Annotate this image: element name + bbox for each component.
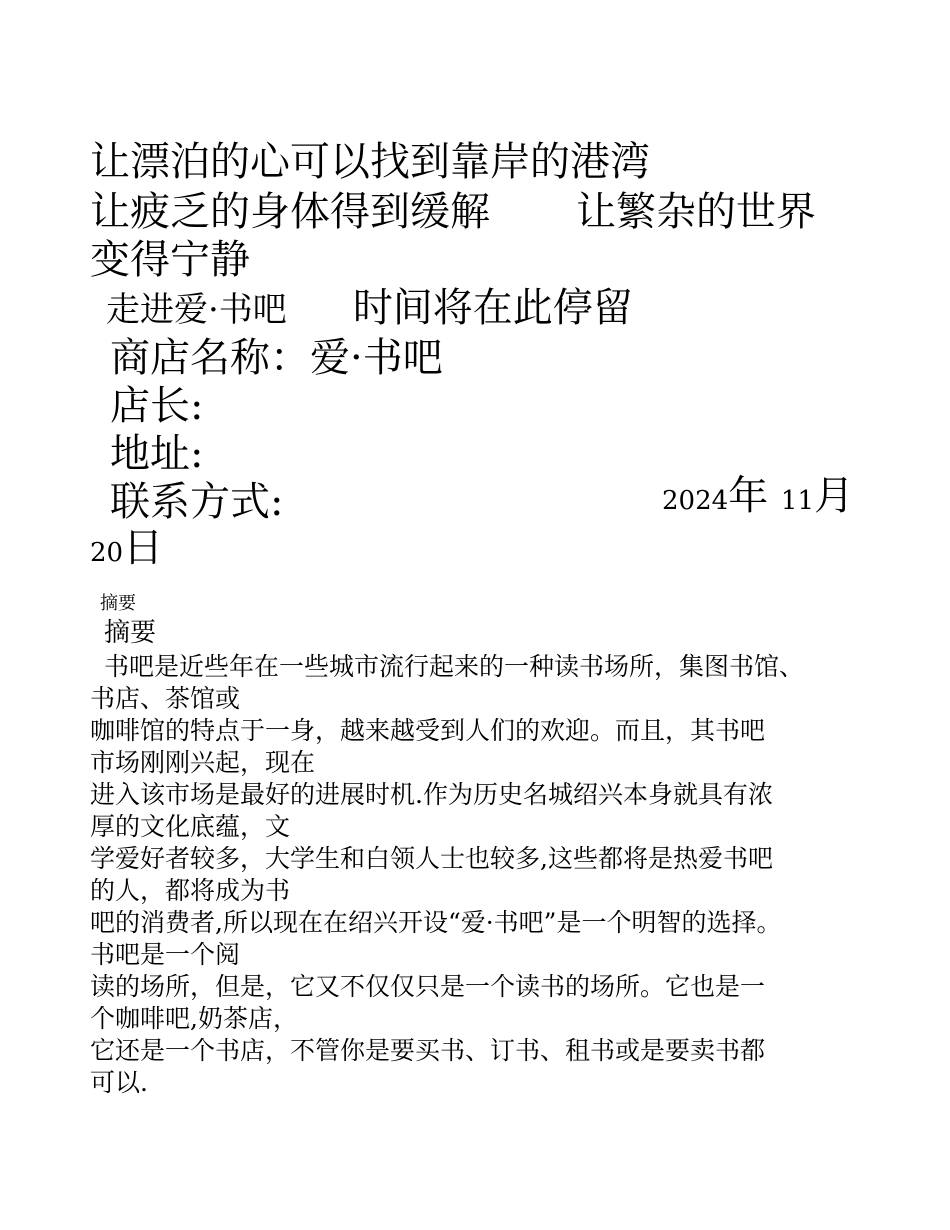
cover-slogan-line-4 bbox=[106, 285, 633, 331]
date-year: 2024 bbox=[662, 486, 729, 516]
abstract-line: 厚的文化底蕴，文 bbox=[90, 812, 291, 841]
date-year-unit: 年 bbox=[728, 473, 769, 519]
date-month: 11 bbox=[780, 486, 814, 516]
shop-name: 商店名称：爱·书吧 bbox=[110, 335, 443, 381]
cover-slogan-line-3: 变得宁静 bbox=[90, 237, 250, 283]
abstract-line: 学爱好者较多，大学生和白领人士也较多,这些都将是热爱书吧 bbox=[90, 844, 773, 873]
manager-label: 店长: bbox=[110, 383, 204, 429]
date-day-unit: 日 bbox=[123, 525, 164, 571]
cover-slogan-line-4b: 时间将在此停留 bbox=[352, 285, 633, 331]
abstract-line: 市场刚刚兴起，现在 bbox=[90, 748, 316, 777]
abstract-line: 个咖啡吧,奶茶店， bbox=[90, 1004, 298, 1033]
cover-slogan-line-2a: 让疲乏的身体得到缓解 bbox=[90, 189, 490, 235]
abstract-line: 读的场所，但是，它又不仅仅只是一个读书的场所。它也是一 bbox=[90, 972, 766, 1001]
abstract-line: 书吧是一个阅 bbox=[90, 940, 241, 969]
abstract-line: 咖啡馆的特点于一身，越来越受到人们的欢迎。而且，其书吧 bbox=[90, 716, 766, 745]
abstract-line: 可以. bbox=[90, 1068, 148, 1097]
date-day: 20 bbox=[90, 538, 124, 568]
date-day-line bbox=[90, 525, 164, 571]
date-month-unit: 月 bbox=[814, 473, 854, 519]
cover-slogan-line-2 bbox=[90, 189, 816, 235]
abstract-line: 它还是一个书店，不管你是要买书、订书、租书或是要卖书都 bbox=[90, 1036, 766, 1065]
abstract-line: 书吧是近些年在一些城市流行起来的一种读书场所，集图书馆、 bbox=[104, 652, 805, 681]
abstract-line: 的人，都将成为书 bbox=[90, 876, 291, 905]
address-label: 地址: bbox=[110, 431, 204, 477]
abstract-title: 摘要 bbox=[104, 618, 157, 648]
cover-slogan-line-2b: 让繁杂的世界 bbox=[576, 189, 816, 235]
abstract-line: 书店、茶馆或 bbox=[90, 684, 241, 713]
abstract-line: 进入该市场是最好的进展时机.作为历史名城绍兴本身就具有浓 bbox=[90, 780, 773, 809]
contact-label: 联系方式: bbox=[110, 479, 284, 525]
abstract-line: 吧的消费者,所以现在在绍兴开设“爱·书吧”是一个明智的选择。 bbox=[90, 908, 782, 937]
date-line bbox=[662, 473, 854, 519]
cover-slogan-line-4a: 走进爱·书吧 bbox=[106, 290, 287, 330]
abstract-small-label: 摘要 bbox=[100, 593, 136, 614]
cover-slogan-line-1: 让漂泊的心可以找到靠岸的港湾 bbox=[90, 139, 650, 185]
